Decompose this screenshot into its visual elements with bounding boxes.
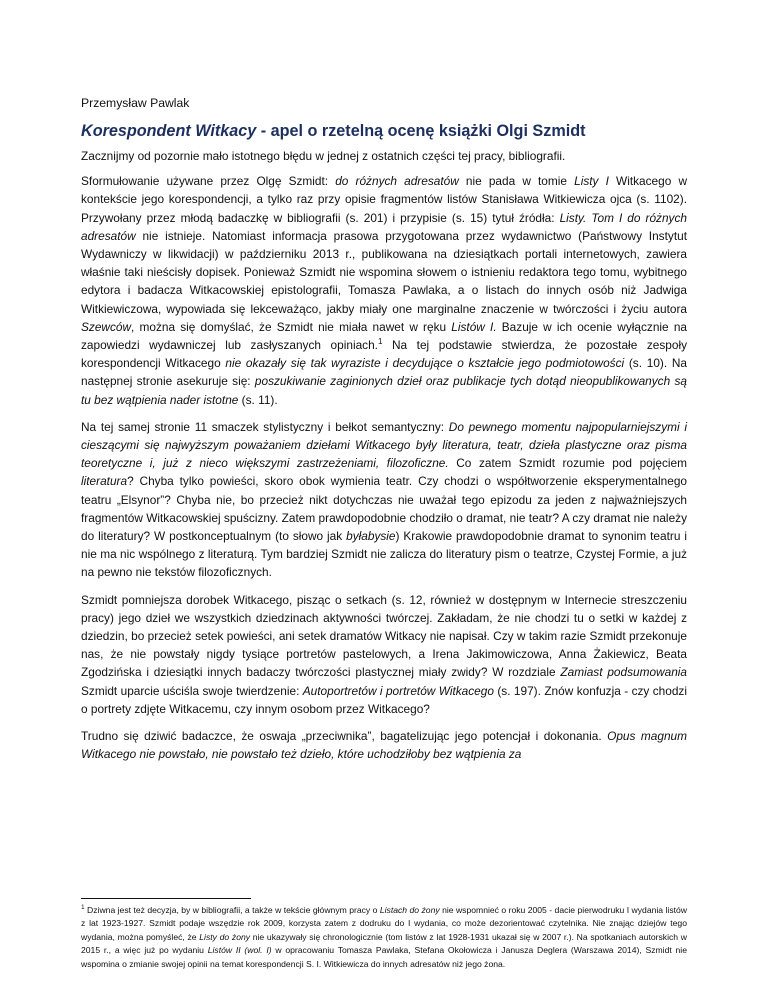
- italic-text: Szewców: [81, 319, 132, 334]
- text-run: (s. 197). Znów konfuzja - czy chodzi o portrety zdjęte Witkacemu, czy innym osobom przez Witkacego?: [81, 683, 687, 716]
- text-run: ? Chyba tylko powieści, skoro obok wymienia teatr. Czy chodzi o współtworzenie eksperymentalnego teatru „Elsynor”? Chyba nie, bo przecież nikt dotychczas nie uważał tego epizodu za jeden z najważniejszych fragmentów Witkacowskiej spuścizny. Zatem prawdopodobnie chodziło o dramat, nie teatr? A czy dramat nie należy do literatury? W postkonceptualnym (to słowo jak: [81, 474, 687, 544]
- article-title-italic: Korespondent Witkacy: [81, 122, 257, 140]
- footnote-ref: 1: [81, 904, 85, 912]
- text-run: Szmidt pomniejsza dorobek Witkacego, pisząc o setkach (s. 12, również w dostępnym w Internecie streszczeniu pracy) jego dzieł we wszystkich dziedzinach aktywności twórczej. Zakładam, że nie chodzi tu o setki w każdej z dziedzin, bo przecież setek powieści, ani setek dramatów Witkacy nie napisał. Czy w takim razie Szmidt przekonuje nas, że nie powstały nigdy tysiące portretów pastelowych, a Irena Jakimowiczowa, Anna Żakiewicz, Beata Zgodzińska i dziesiątki innych badaczy twórczości plastycznej miały zwidy? W rozdziale: [81, 592, 687, 680]
- text-run: (s. 10). Na następnej stronie asekuruje się:: [81, 356, 688, 389]
- footnote-1: [81, 904, 687, 971]
- text-run: Bazuje w ich ocenie wyłącznie na zapowiedzi wydawniczej lub zasłyszanych opiniach.: [81, 319, 687, 353]
- text-run: Co zatem Szmidt rozumie pod pojęciem: [448, 456, 687, 471]
- text-run: Na tej podstawie stwierdza, że pozostałe zespoły korespondencji Witkacego: [81, 338, 687, 371]
- italic-text: byłabysie: [346, 529, 396, 544]
- italic-text: Autoportretów i portretów Witkacego: [302, 683, 494, 698]
- text-run: Trudno się dziwić badaczce, że oswaja „przeciwnika”, bagatelizując jego potencjał i dokonania.: [81, 729, 608, 744]
- text-run: nie istnieje. Natomiast informacja prasowa przygotowana przez wydawnictwo (Państwowy Instytut Wydawniczy w likwidacji) w październiku 2013 r., publikowana na dziesiątkach portali internetowych, zawiera właśnie taki nieścisły dopisek. Ponieważ Szmidt nie wspomina słowem o istnieniu redaktora tego tomu, wybitnego edytora i badacza Witkacowskiej epistolografii, Tomasza Pawlaka, a o listach do innych osób niż Jadwiga Witkiewiczowa, wypowiada się lekceważąco, jakby miały one marginalne znaczenie w twórczości i życiu autora: [81, 228, 687, 316]
- footnote-separator: [81, 898, 251, 899]
- italic-text: Listy do żony: [199, 931, 251, 942]
- text-run: w opracowaniu Tomasza Pawlaka, Stefana Okołowicza i Janusza Deglera (Warszawa 2014), Szmidt nie wspomina o zmianie swojej opinii na temat korespondencji S. I. Witkiewicza do innych adresatów niż jego żona.: [81, 945, 687, 969]
- paragraph-1: [81, 147, 687, 165]
- text-run: (s. 11).: [238, 392, 278, 407]
- italic-text: Listach do żony: [379, 905, 440, 915]
- article-title: [81, 121, 687, 141]
- document-page: [81, 95, 687, 773]
- italic-text: Listy. Tom I do różnych adresatów: [81, 210, 687, 243]
- italic-text: Listów II (wol. I): [207, 945, 272, 956]
- text-run: ) Krakowie prawdopodobnie dramat to synonim teatru i nie ma nic wspólnego z literaturą. Tym bardziej Szmidt nie zalicza do literatury pism o teatrze, Czystej Formie, a już na pewno nie tekstów filozoficznych.: [81, 529, 687, 580]
- italic-text: nie okazały się tak wyraziste i decydujące o kształcie jego podmiotowości: [225, 356, 625, 371]
- italic-text: do różnych adresatów: [335, 174, 459, 189]
- italic-text: Do pewnego momentu najpopularniejszymi i cieszącymi się najwyższym poważaniem dziełami Witkacego były literatura, teatr, dzieła plastyczne oraz pisma teoretyczne i, już z nieco większymi zastrzeżeniami, filozoficzne.: [81, 419, 687, 471]
- footnote-ref: 1: [377, 337, 383, 347]
- italic-text: literatura: [81, 474, 128, 489]
- text-run: Sformułowanie używane przez Olgę Szmidt:: [81, 174, 336, 189]
- italic-text: Zamiast podsumowania: [560, 665, 687, 680]
- text-run: Zacznijmy od pozornie mało istotnego błędu w jednej z ostatnich części tej pracy, bibliografii.: [81, 149, 566, 163]
- text-run: Dziwna jest też decyzja, by w bibliografii, a także w tekście głównym pracy o: [84, 905, 380, 915]
- text-run: Witkacego w kontekście jego korespondencji, a tylko raz przy opisie fragmentów listów Stanisława Witkiewicza ojca (s. 1102). Przywołany przez młodą badaczkę w bibliografii (s. 201) i przypisie (s. 15) tytuł źródła:: [81, 174, 687, 225]
- italic-text: poszukiwanie zaginionych dzieł oraz publikacje tych dotąd nieopublikowanych są tu bez wątpienia nader istotne: [81, 374, 687, 407]
- italic-text: Listów I.: [451, 319, 497, 334]
- text-run: nie pada w tomie: [458, 174, 575, 189]
- paragraph-2: [81, 172, 687, 409]
- article-title-rest: - apel o rzetelną ocenę książki Olgi Szmidt: [256, 122, 586, 140]
- paragraph-3: [81, 418, 687, 582]
- italic-text: Opus magnum Witkacego nie powstało, nie powstało też dzieło, które uchodziłoby bez wątpienia za: [81, 729, 687, 762]
- italic-text: Listy I: [574, 174, 609, 189]
- text-run: Szmidt uparcie uściśla swoje twierdzenie:: [81, 683, 303, 698]
- text-run: Na tej samej stronie 11 smaczek stylistyczny i bełkot semantyczny:: [81, 419, 449, 434]
- paragraph-4: [81, 591, 687, 718]
- text-run: nie ukazywały się chronologicznie (tom listów z lat 1928-1931 ukazał się w 2007 r.). Na spotkaniach autorskich w 2015 r., a więc już po wydaniu: [81, 931, 687, 956]
- paragraph-5: [81, 727, 687, 763]
- text-run: , można się domyślać, że Szmidt nie miała nawet w ręku: [131, 319, 452, 334]
- author-name: Przemysław Pawlak: [81, 96, 190, 110]
- text-run: nie wspomnieć o roku 2005 - dacie pierwodruku I wydania listów z lat 1923-1927. Szmidt podaje wszędzie rok 2009, korzysta zatem z dodruku do I wydania, co może dezorientować czytelnika. Nie znając dziejów tego wydania, można pomyśleć, że: [81, 905, 687, 942]
